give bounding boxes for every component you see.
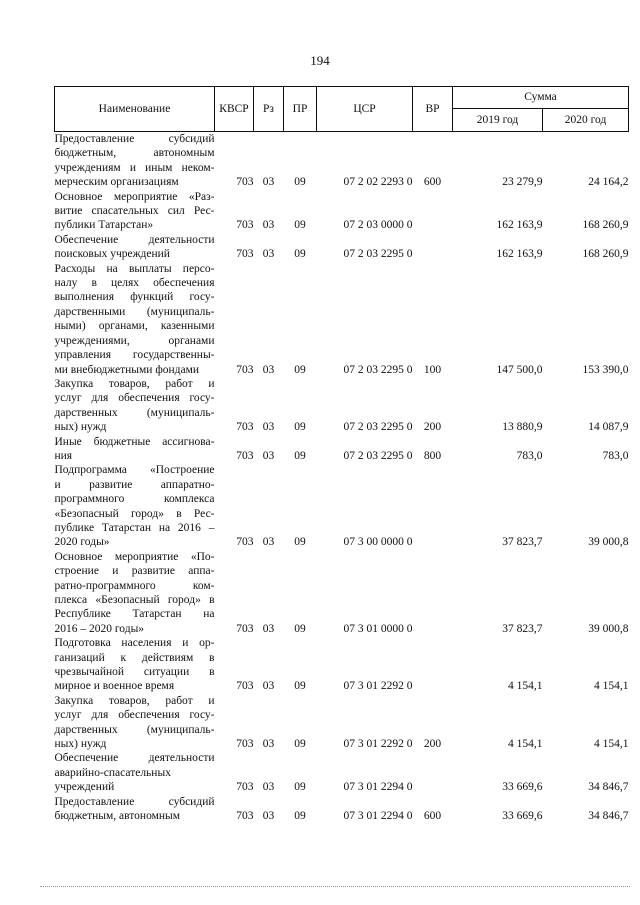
cell-pr: 09: [294, 248, 306, 261]
name-line: Иные бюджетные ассигнова-: [54, 435, 215, 448]
cell-pr: 09: [294, 219, 306, 232]
cell-rz: 03: [262, 622, 275, 635]
cell-name: [55, 262, 215, 377]
table-row: [55, 377, 629, 435]
cell-name: [55, 795, 215, 824]
cell-csr: 07 3 01 2294 0: [343, 781, 413, 794]
table-row: [55, 435, 629, 464]
cell-pr: 09: [294, 680, 306, 693]
cell-kvsr: 703: [236, 738, 254, 751]
cell-pr: 09: [294, 622, 306, 635]
cell-sum-2019: 33 669,6: [502, 810, 543, 823]
cell-csr: 07 3 01 2292 0: [343, 738, 413, 751]
name-line: Республике Татарстан на: [54, 608, 215, 621]
cell-vr: [413, 463, 453, 549]
table-row: [55, 636, 629, 694]
cell-pr: 09: [294, 810, 306, 823]
cell-kvsr: 703: [236, 622, 254, 635]
cell-rz: 03: [262, 248, 275, 261]
footer-divider: [40, 886, 630, 887]
name-line: публики Татарстан»: [54, 219, 154, 232]
cell-kvsr: 703: [236, 363, 254, 376]
cell-kvsr: 703: [236, 176, 254, 189]
table-header: [55, 87, 629, 132]
header-kvsr: КВСР: [215, 87, 254, 132]
cell-csr: 07 2 03 0000 0: [343, 219, 413, 232]
cell-pr: 09: [294, 421, 306, 434]
cell-name: [55, 132, 215, 190]
cell-sum-2019: 783,0: [516, 449, 543, 462]
name-line: дарственных (муниципаль-: [54, 723, 215, 736]
cell-vr: [413, 233, 453, 262]
name-line: учреждениям и иным неком-: [54, 161, 215, 174]
name-line: ми внебюджетными фондами: [54, 363, 200, 376]
cell-vr: 800: [423, 449, 442, 462]
name-line: мирное и военное время: [54, 680, 175, 693]
name-line: Закупка товаров, работ и: [54, 694, 215, 707]
cell-vr: 200: [423, 421, 442, 434]
cell-sum-2019: 37 823,7: [502, 536, 543, 549]
cell-pr: 09: [294, 363, 306, 376]
cell-sum-2019: 37 823,7: [502, 622, 543, 635]
cell-rz: 03: [262, 449, 275, 462]
name-line: налу в целях обеспечения: [54, 277, 215, 290]
cell-kvsr: 703: [236, 248, 254, 261]
cell-sum-2020: 24 164,2: [588, 176, 629, 189]
header-year-2019: 2019 год: [453, 109, 543, 132]
cell-pr: 09: [294, 176, 306, 189]
header-csr: ЦСР: [317, 87, 413, 132]
name-line: Обеспечение деятельности: [54, 233, 215, 246]
cell-name: [55, 190, 215, 233]
header-year-2020: 2020 год: [543, 109, 629, 132]
name-line: бюджетным, автономным: [54, 147, 215, 160]
cell-name: [55, 694, 215, 752]
cell-csr: 07 2 03 2295 0: [343, 363, 413, 376]
table-row: [55, 233, 629, 262]
cell-csr: 07 2 03 2295 0: [343, 421, 413, 434]
cell-csr: 07 2 03 2295 0: [343, 248, 413, 261]
cell-csr: 07 3 01 0000 0: [343, 622, 413, 635]
cell-sum-2020: 4 154,1: [594, 680, 629, 693]
name-line: услуг для обеспечения госу-: [54, 392, 215, 405]
name-line: Расходы на выплаты персо-: [54, 262, 215, 275]
name-line: Обеспечение деятельности: [54, 752, 215, 765]
header-name: Наименование: [55, 87, 215, 132]
cell-csr: 07 2 03 2295 0: [343, 449, 413, 462]
cell-sum-2019: 147 500,0: [496, 363, 543, 376]
name-line: дарственными (муниципаль-: [54, 305, 215, 318]
cell-csr: 07 2 02 2293 0: [343, 176, 413, 189]
table-row: [55, 550, 629, 636]
cell-vr: [413, 751, 453, 794]
name-line: 2020 годы»: [54, 536, 110, 549]
cell-name: [55, 377, 215, 435]
cell-name: [55, 463, 215, 549]
table-row: [55, 262, 629, 377]
cell-vr: 600: [423, 810, 442, 823]
cell-sum-2020: 34 846,7: [588, 781, 629, 794]
cell-rz: 03: [262, 363, 275, 376]
table-row: [55, 132, 629, 190]
name-line: витие спасательных сил Рес-: [54, 205, 215, 218]
header-rz: Рз: [254, 87, 284, 132]
name-line: аварийно-спасательных: [54, 766, 171, 779]
cell-pr: 09: [294, 738, 306, 751]
cell-sum-2020: 4 154,1: [594, 738, 629, 751]
cell-sum-2020: 14 087,9: [588, 421, 629, 434]
cell-pr: 09: [294, 781, 306, 794]
name-line: ганизаций к действиям в: [54, 651, 215, 664]
name-line: строение и развитие аппа-: [54, 565, 215, 578]
table-row: [55, 751, 629, 794]
table-body: [55, 132, 629, 824]
cell-sum-2020: 783,0: [602, 449, 629, 462]
name-line: дарственных (муниципаль-: [54, 406, 215, 419]
cell-csr: 07 3 01 2294 0: [343, 810, 413, 823]
table-row: [55, 463, 629, 549]
cell-sum-2019: 4 154,1: [508, 680, 543, 693]
name-line: Предоставление субсидий: [54, 133, 215, 145]
cell-sum-2020: 153 390,0: [582, 363, 629, 376]
cell-rz: 03: [262, 810, 275, 823]
cell-rz: 03: [262, 176, 275, 189]
cell-kvsr: 703: [236, 781, 254, 794]
cell-vr: 600: [423, 176, 442, 189]
cell-kvsr: 703: [236, 421, 254, 434]
table-row: [55, 795, 629, 824]
cell-vr: [413, 190, 453, 233]
cell-sum-2019: 162 163,9: [496, 219, 543, 232]
cell-rz: 03: [262, 421, 275, 434]
name-line: Предоставление субсидий: [54, 795, 215, 808]
cell-sum-2019: 162 163,9: [496, 248, 543, 261]
cell-rz: 03: [262, 219, 275, 232]
name-line: чрезвычайной ситуации в: [54, 666, 215, 679]
table-row: [55, 694, 629, 752]
name-line: Основное мероприятие «Раз-: [54, 190, 215, 203]
cell-name: [55, 550, 215, 636]
cell-sum-2019: 13 880,9: [502, 421, 543, 434]
cell-sum-2019: 23 279,9: [502, 176, 543, 189]
name-line: ратно-программного ком-: [54, 579, 215, 592]
cell-sum-2019: 33 669,6: [502, 781, 543, 794]
cell-pr: 09: [294, 449, 306, 462]
header-pr: ПР: [284, 87, 317, 132]
name-line: и развитие аппаратно-: [54, 478, 215, 491]
cell-kvsr: 703: [236, 810, 254, 823]
name-line: ных) нужд: [54, 738, 107, 751]
cell-pr: 09: [294, 536, 306, 549]
cell-kvsr: 703: [236, 449, 254, 462]
header-vr: ВР: [413, 87, 453, 132]
cell-sum-2020: 39 000,8: [588, 622, 629, 635]
header-sum: Сумма: [453, 87, 629, 109]
page-number: 194: [310, 53, 330, 68]
name-line: учреждений: [54, 781, 115, 794]
cell-rz: 03: [262, 738, 275, 751]
cell-name: [55, 636, 215, 694]
name-line: ных) нужд: [54, 421, 107, 434]
name-line: Закупка товаров, работ и: [54, 377, 215, 390]
cell-sum-2020: 168 260,9: [582, 248, 629, 261]
cell-rz: 03: [262, 781, 275, 794]
cell-vr: [413, 636, 453, 694]
name-line: программного комплекса: [54, 493, 215, 506]
name-line: услуг для обеспечения госу-: [54, 709, 215, 722]
name-line: ния: [54, 449, 73, 462]
cell-name: [55, 751, 215, 794]
name-line: «Безопасный город» в Рес-: [54, 507, 215, 520]
cell-kvsr: 703: [236, 219, 254, 232]
name-line: учреждениями, органами: [54, 334, 215, 347]
cell-vr: 200: [423, 738, 442, 751]
name-line: Подготовка населения и ор-: [54, 637, 215, 650]
name-line: бюджетным, автономным: [54, 810, 181, 823]
cell-sum-2020: 34 846,7: [588, 810, 629, 823]
name-line: Основное мероприятие «По-: [54, 550, 215, 563]
table-row: [55, 190, 629, 233]
name-line: ными) органами, казенными: [54, 320, 215, 333]
cell-rz: 03: [262, 680, 275, 693]
cell-vr: [413, 550, 453, 636]
cell-sum-2020: 168 260,9: [582, 219, 629, 232]
name-line: управления государственны-: [54, 349, 215, 362]
name-line: 2016 – 2020 годы»: [54, 622, 145, 635]
cell-rz: 03: [262, 536, 275, 549]
name-line: плекса «Безопасный город» в: [54, 594, 215, 606]
budget-table: [54, 86, 629, 824]
name-line: мерческим организациям: [54, 176, 179, 189]
cell-name: [55, 233, 215, 262]
cell-kvsr: 703: [236, 536, 254, 549]
name-line: выполнения функций госу-: [54, 291, 215, 304]
cell-name: [55, 435, 215, 464]
cell-csr: 07 3 01 2292 0: [343, 680, 413, 693]
cell-sum-2019: 4 154,1: [508, 738, 543, 751]
name-line: публике Татарстан на 2016 –: [54, 521, 215, 534]
cell-csr: 07 3 00 0000 0: [343, 536, 413, 549]
cell-kvsr: 703: [236, 680, 254, 693]
name-line: Подпрограмма «Построение: [54, 464, 215, 477]
cell-vr: 100: [423, 363, 442, 376]
cell-sum-2020: 39 000,8: [588, 536, 629, 549]
name-line: поисковых учреждений: [54, 248, 170, 261]
